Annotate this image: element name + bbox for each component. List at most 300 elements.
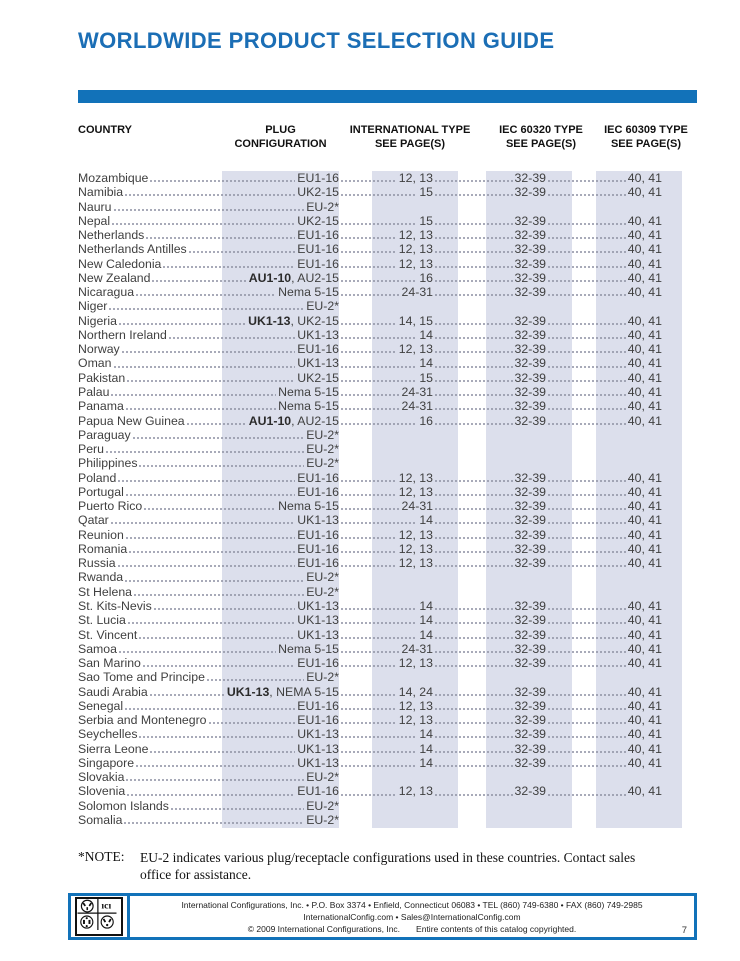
- country-name: Mozambique: [78, 171, 149, 185]
- plug-configuration-value: EU-2*: [306, 570, 339, 585]
- iec-60309-pages: 40, 41: [627, 313, 662, 328]
- country-name: Qatar: [78, 513, 109, 528]
- international-type-pages: 12, 13: [398, 228, 433, 243]
- dot-leader: [341, 685, 397, 699]
- dot-leader: [143, 656, 295, 670]
- dot-leader: [341, 242, 397, 256]
- iec-60320-pages: 32-39: [514, 755, 546, 770]
- table-row: [78, 356, 697, 370]
- dot-leader: [435, 713, 513, 727]
- plug-configuration-value: EU1-16: [297, 713, 339, 728]
- dot-leader: [341, 356, 417, 370]
- country-name: Singapore: [78, 755, 135, 770]
- international-type-pages: 12, 13: [398, 527, 433, 542]
- dot-leader: [341, 670, 431, 684]
- dot-leader: [548, 556, 626, 570]
- iec-60320-pages: 32-39: [514, 613, 546, 628]
- table-row: [78, 528, 697, 542]
- international-type-pages: 12, 13: [398, 256, 433, 271]
- iec-60309-pages: 40, 41: [627, 213, 662, 228]
- table-row: [78, 499, 697, 513]
- plug-configuration-value: UK1-13: [297, 755, 339, 770]
- country-selection-table: [78, 171, 697, 828]
- international-type-pages: 15: [419, 213, 433, 228]
- dot-leader: [118, 471, 295, 485]
- plug-configuration-value: EU1-16: [297, 656, 339, 671]
- iec-60309-pages: 40, 41: [627, 499, 662, 514]
- dot-leader: [435, 770, 544, 784]
- country-name: St. Vincent: [78, 627, 138, 642]
- table-row: [78, 314, 697, 328]
- dot-leader: [341, 371, 417, 385]
- dot-leader: [548, 200, 660, 214]
- country-name: Serbia and Montenegro: [78, 713, 207, 728]
- plug-configuration-value: EU1-16: [297, 242, 339, 257]
- dot-leader: [126, 485, 295, 499]
- table-row: [78, 428, 697, 442]
- international-type-pages: 12, 13: [398, 656, 433, 671]
- iec-60309-pages: 40, 41: [627, 384, 662, 399]
- dot-leader: [548, 242, 626, 256]
- iec-60320-pages: 32-39: [514, 228, 546, 243]
- dot-leader: [125, 185, 295, 199]
- iec-60320-pages: 32-39: [514, 784, 546, 799]
- plug-configuration-value: EU1-16: [297, 228, 339, 243]
- iec-60320-pages: 32-39: [514, 327, 546, 342]
- footnote-text: EU-2 indicates various plug/receptacle configurations used in these countries. Contact sales office for assistance.: [140, 850, 636, 882]
- dot-leader: [341, 171, 397, 185]
- dot-leader: [435, 756, 513, 770]
- dot-leader: [341, 499, 400, 513]
- table-row: [78, 542, 697, 556]
- iec-60309-pages: 40, 41: [627, 356, 662, 371]
- dot-leader: [435, 499, 513, 513]
- dot-leader: [341, 456, 431, 470]
- iec-60320-pages: 32-39: [514, 185, 546, 200]
- dot-leader: [435, 513, 513, 527]
- iec-60309-pages: 40, 41: [627, 513, 662, 528]
- country-name: Papua New Guinea: [78, 413, 185, 428]
- column-header-plug-configuration: PLUG CONFIGURATION: [234, 124, 327, 150]
- dot-leader: [144, 499, 276, 513]
- dot-leader: [114, 356, 296, 370]
- country-name: Senegal: [78, 698, 124, 713]
- international-type-pages: 12, 13: [398, 784, 433, 799]
- iec-60320-pages: 32-39: [514, 470, 546, 485]
- international-type-pages: 14, 24: [398, 684, 433, 699]
- country-name: Somalia: [78, 812, 123, 827]
- iec-60309-pages: 40, 41: [627, 470, 662, 485]
- dot-leader: [435, 428, 544, 442]
- dot-leader: [435, 171, 513, 185]
- table-row: [78, 628, 697, 642]
- dot-leader: [435, 228, 513, 242]
- dot-leader: [548, 499, 626, 513]
- iec-60320-pages: 32-39: [514, 641, 546, 656]
- iec-60320-pages: 32-39: [514, 413, 546, 428]
- iec-60320-pages: 32-39: [514, 513, 546, 528]
- dot-leader: [435, 656, 513, 670]
- plug-configuration-value: EU-2*: [306, 798, 339, 813]
- international-type-pages: 12, 13: [398, 556, 433, 571]
- country-name: Romania: [78, 541, 128, 556]
- plug-configuration-value: UK1-13: [297, 327, 339, 342]
- table-row: [78, 471, 697, 485]
- dot-leader: [171, 799, 304, 813]
- dot-leader: [119, 642, 276, 656]
- dot-leader: [111, 513, 296, 527]
- table-row: [78, 742, 697, 756]
- dot-leader: [435, 214, 513, 228]
- header-divider-bar: [78, 90, 697, 103]
- iec-60309-pages: 40, 41: [627, 698, 662, 713]
- iec-60309-pages: 40, 41: [627, 171, 662, 185]
- table-row: [78, 371, 697, 385]
- table-row: [78, 328, 697, 342]
- dot-leader: [548, 285, 626, 299]
- international-type-pages: 15: [419, 185, 433, 200]
- dot-leader: [435, 585, 544, 599]
- table-header-row: [78, 124, 703, 156]
- iec-60309-pages: 40, 41: [627, 556, 662, 571]
- table-row: [78, 185, 697, 199]
- country-name: Russia: [78, 556, 116, 571]
- dot-leader: [435, 727, 513, 741]
- footer-copyright-line: © 2009 International Configurations, Inc. Entire contents of this catalog copyrighted.: [247, 924, 577, 935]
- international-type-pages: 14: [419, 727, 433, 742]
- dot-leader: [548, 756, 626, 770]
- dot-leader: [341, 742, 417, 756]
- country-name: Panama: [78, 399, 124, 414]
- country-name: Seychelles: [78, 727, 138, 742]
- dot-leader: [126, 528, 295, 542]
- column-header-iec-60320: IEC 60320 TYPE SEE PAGE(S): [499, 124, 583, 150]
- dot-leader: [548, 356, 626, 370]
- table-row: [78, 670, 697, 684]
- dot-leader: [435, 699, 513, 713]
- dot-leader: [122, 342, 296, 356]
- dot-leader: [435, 670, 544, 684]
- table-row: [78, 813, 697, 827]
- country-name: Norway: [78, 342, 120, 357]
- dot-leader: [341, 314, 397, 328]
- table-row: [78, 442, 697, 456]
- country-name: Portugal: [78, 484, 124, 499]
- iec-60320-pages: 32-39: [514, 598, 546, 613]
- country-name: Netherlands: [78, 228, 145, 243]
- plug-configuration-value: EU-2*: [306, 442, 339, 457]
- dot-leader: [341, 414, 417, 428]
- dot-leader: [341, 613, 417, 627]
- dot-leader: [341, 713, 397, 727]
- dot-leader: [163, 257, 295, 271]
- table-row: [78, 570, 697, 584]
- country-name: Pakistan: [78, 370, 126, 385]
- plug-configuration-value: UK1-13, UK2-15: [248, 313, 339, 328]
- table-row: [78, 385, 697, 399]
- dot-leader: [125, 699, 295, 713]
- international-type-pages: 12, 13: [398, 698, 433, 713]
- plug-configuration-value: EU1-16: [297, 342, 339, 357]
- dot-leader: [341, 542, 397, 556]
- iec-60320-pages: 32-39: [514, 370, 546, 385]
- plug-configuration-value: UK1-13: [297, 513, 339, 528]
- iec-60320-pages: 32-39: [514, 656, 546, 671]
- iec-60309-pages: 40, 41: [627, 185, 662, 200]
- dot-leader: [435, 456, 544, 470]
- country-name: Samoa: [78, 641, 117, 656]
- iec-60320-pages: 32-39: [514, 499, 546, 514]
- footer-company-info: [130, 896, 694, 937]
- dot-leader: [146, 228, 295, 242]
- dot-leader: [150, 742, 295, 756]
- footnote-label: *NOTE:: [78, 849, 125, 864]
- dot-leader: [435, 799, 544, 813]
- dot-leader: [119, 314, 246, 328]
- dot-leader: [548, 371, 626, 385]
- dot-leader: [435, 570, 544, 584]
- dot-leader: [129, 542, 295, 556]
- iec-60320-pages: 32-39: [514, 356, 546, 371]
- iec-60309-pages: 40, 41: [627, 270, 662, 285]
- international-type-pages: 24-31: [401, 499, 433, 514]
- country-name: Netherlands Antilles: [78, 242, 187, 257]
- dot-leader: [139, 456, 304, 470]
- country-name: Slovenia: [78, 784, 126, 799]
- international-type-pages: 12, 13: [398, 470, 433, 485]
- international-type-pages: 14: [419, 741, 433, 756]
- country-name: San Marino: [78, 656, 141, 671]
- plug-configuration-value: EU1-16: [297, 484, 339, 499]
- country-name: Palau: [78, 384, 110, 399]
- table-row: [78, 713, 697, 727]
- plug-configuration-value: Nema 5-15: [278, 399, 339, 414]
- iec-60309-pages: 40, 41: [627, 228, 662, 243]
- table-row: [78, 257, 697, 271]
- country-name: St Helena: [78, 584, 133, 599]
- country-name: Oman: [78, 356, 112, 371]
- iec-60320-pages: 32-39: [514, 484, 546, 499]
- dot-leader: [435, 242, 513, 256]
- table-row: [78, 613, 697, 627]
- dot-leader: [435, 399, 513, 413]
- international-type-pages: 24-31: [401, 384, 433, 399]
- dot-leader: [154, 599, 296, 613]
- table-row: [78, 285, 697, 299]
- iec-60320-pages: 32-39: [514, 213, 546, 228]
- dot-leader: [548, 742, 626, 756]
- plug-configuration-value: EU1-16: [297, 171, 339, 185]
- table-row: [78, 799, 697, 813]
- dot-leader: [548, 442, 660, 456]
- dot-leader: [548, 656, 626, 670]
- dot-leader: [548, 271, 626, 285]
- table-row: [78, 784, 697, 798]
- table-row: [78, 656, 697, 670]
- dot-leader: [548, 428, 660, 442]
- dot-leader: [548, 585, 660, 599]
- iec-60309-pages: 40, 41: [627, 541, 662, 556]
- international-type-pages: 12, 13: [398, 484, 433, 499]
- iec-60309-pages: 40, 41: [627, 684, 662, 699]
- iec-60320-pages: 32-39: [514, 256, 546, 271]
- table-row: [78, 756, 697, 770]
- iec-60320-pages: 32-39: [514, 684, 546, 699]
- country-name: New Zealand: [78, 270, 151, 285]
- iec-60309-pages: 40, 41: [627, 370, 662, 385]
- iec-60320-pages: 32-39: [514, 741, 546, 756]
- international-type-pages: 16: [419, 413, 433, 428]
- iec-60309-pages: 40, 41: [627, 613, 662, 628]
- plug-configuration-value: UK1-13: [297, 627, 339, 642]
- country-name: Sierra Leone: [78, 741, 149, 756]
- dot-leader: [111, 385, 276, 399]
- table-row: [78, 299, 697, 313]
- plug-configuration-value: EU-2*: [306, 456, 339, 471]
- iec-60309-pages: 40, 41: [627, 598, 662, 613]
- iec-60309-pages: 40, 41: [627, 713, 662, 728]
- iec-60309-pages: 40, 41: [627, 342, 662, 357]
- table-row: [78, 171, 697, 185]
- dot-leader: [548, 342, 626, 356]
- international-type-pages: 12, 13: [398, 541, 433, 556]
- dot-leader: [435, 328, 513, 342]
- dot-leader: [548, 214, 626, 228]
- dot-leader: [139, 628, 295, 642]
- iec-60309-pages: 40, 41: [627, 784, 662, 799]
- table-row: [78, 214, 697, 228]
- dot-leader: [435, 613, 513, 627]
- table-row: [78, 685, 697, 699]
- dot-leader: [548, 699, 626, 713]
- iec-60320-pages: 32-39: [514, 171, 546, 185]
- dot-leader: [127, 784, 295, 798]
- company-logo: [71, 896, 127, 937]
- dot-leader: [435, 414, 513, 428]
- dot-leader: [435, 385, 513, 399]
- dot-leader: [128, 613, 295, 627]
- country-name: Niger: [78, 299, 108, 314]
- international-type-pages: 15: [419, 370, 433, 385]
- dot-leader: [341, 228, 397, 242]
- plug-configuration-value: Nema 5-15: [278, 641, 339, 656]
- international-type-pages: 12, 13: [398, 713, 433, 728]
- dot-leader: [435, 528, 513, 542]
- dot-leader: [139, 727, 295, 741]
- dot-leader: [341, 442, 431, 456]
- iec-60309-pages: 40, 41: [627, 413, 662, 428]
- dot-leader: [341, 214, 417, 228]
- dot-leader: [435, 742, 513, 756]
- dot-leader: [435, 542, 513, 556]
- table-row: [78, 271, 697, 285]
- dot-leader: [341, 570, 431, 584]
- plug-configuration-value: Nema 5-15: [278, 499, 339, 514]
- iec-60320-pages: 32-39: [514, 527, 546, 542]
- iec-60309-pages: 40, 41: [627, 484, 662, 499]
- iec-60320-pages: 32-39: [514, 713, 546, 728]
- international-type-pages: 14: [419, 613, 433, 628]
- international-type-pages: 14: [419, 755, 433, 770]
- international-type-pages: 16: [419, 270, 433, 285]
- table-row: [78, 228, 697, 242]
- dot-leader: [341, 471, 397, 485]
- dot-leader: [435, 556, 513, 570]
- dot-leader: [548, 485, 626, 499]
- dot-leader: [341, 257, 397, 271]
- column-header-international-type: INTERNATIONAL TYPE SEE PAGE(S): [349, 124, 471, 150]
- dot-leader: [150, 685, 225, 699]
- dot-leader: [435, 442, 544, 456]
- dot-leader: [189, 242, 296, 256]
- page-title: WORLDWIDE PRODUCT SELECTION GUIDE: [78, 28, 555, 53]
- dot-leader: [126, 399, 276, 413]
- iec-60309-pages: 40, 41: [627, 327, 662, 342]
- plug-configuration-value: Nema 5-15: [278, 384, 339, 399]
- dot-leader: [548, 642, 626, 656]
- dot-leader: [548, 185, 626, 199]
- dot-leader: [548, 713, 626, 727]
- table-row: [78, 414, 697, 428]
- international-type-pages: 14: [419, 513, 433, 528]
- iec-60320-pages: 32-39: [514, 285, 546, 300]
- iec-60320-pages: 32-39: [514, 627, 546, 642]
- dot-leader: [435, 685, 513, 699]
- dot-leader: [341, 628, 417, 642]
- dot-leader: [341, 528, 397, 542]
- international-type-pages: 12, 13: [398, 171, 433, 185]
- dot-leader: [548, 414, 626, 428]
- svg-text:ıcı: ıcı: [101, 900, 112, 912]
- dot-leader: [169, 328, 295, 342]
- dot-leader: [341, 770, 431, 784]
- dot-leader: [125, 570, 304, 584]
- dot-leader: [548, 784, 626, 798]
- country-name: Saudi Arabia: [78, 684, 148, 699]
- table-row: [78, 699, 697, 713]
- dot-leader: [341, 699, 397, 713]
- dot-leader: [435, 784, 513, 798]
- dot-leader: [341, 485, 397, 499]
- dot-leader: [548, 171, 626, 185]
- international-type-pages: 14: [419, 327, 433, 342]
- dot-leader: [548, 513, 626, 527]
- iec-60320-pages: 32-39: [514, 384, 546, 399]
- international-type-pages: 12, 13: [398, 342, 433, 357]
- dot-leader: [341, 299, 431, 313]
- plug-configuration-value: AU1-10, AU2-15: [248, 270, 339, 285]
- dot-leader: [341, 585, 431, 599]
- dot-leader: [124, 813, 304, 827]
- plug-configuration-value: EU-2*: [306, 670, 339, 685]
- dot-leader: [435, 642, 513, 656]
- dot-leader: [435, 314, 513, 328]
- country-name: Philippines: [78, 456, 138, 471]
- dot-leader: [341, 599, 417, 613]
- table-rows: [78, 171, 697, 827]
- dot-leader: [209, 713, 296, 727]
- dot-leader: [152, 271, 246, 285]
- iec-60309-pages: 40, 41: [627, 755, 662, 770]
- international-type-pages: 14: [419, 356, 433, 371]
- dot-leader: [435, 185, 513, 199]
- plug-configuration-value: EU-2*: [306, 427, 339, 442]
- dot-leader: [548, 471, 626, 485]
- iec-60309-pages: 40, 41: [627, 627, 662, 642]
- iec-60309-pages: 40, 41: [627, 727, 662, 742]
- iec-60309-pages: 40, 41: [627, 741, 662, 756]
- iec-60320-pages: 32-39: [514, 556, 546, 571]
